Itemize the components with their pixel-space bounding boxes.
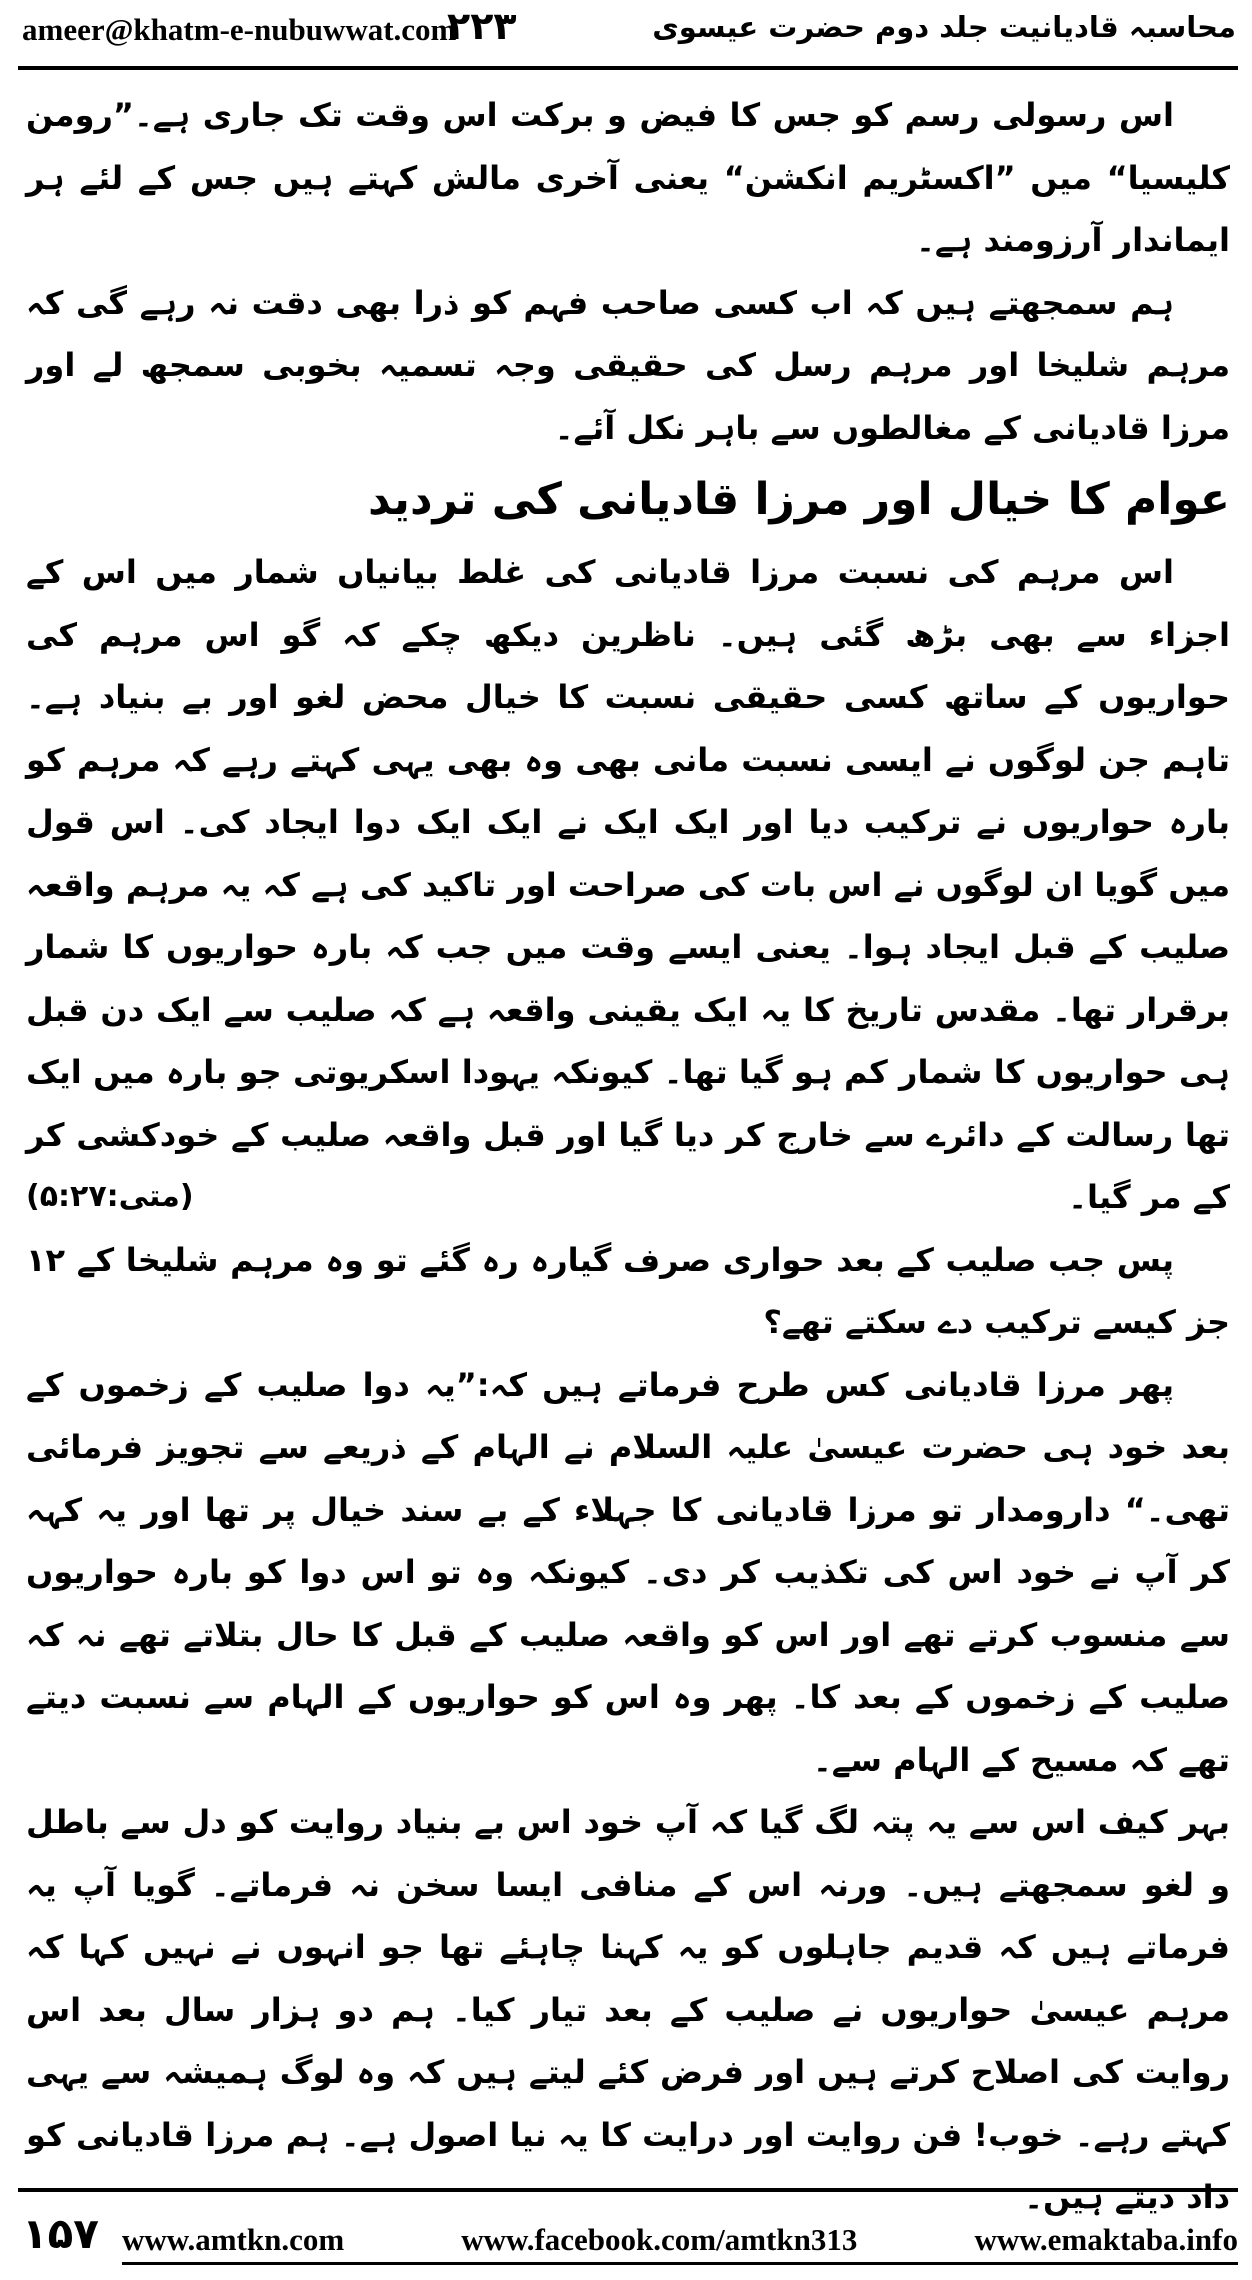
footer-link-emaktaba[interactable]: www.emaktaba.info [974, 2222, 1238, 2257]
paragraph: پس جب صلیب کے بعد حواری صرف گیارہ رہ گئے تو وہ مرہم شلیخا کے ۱۲ جز کیسے ترکیب دے سکتے تھے؟ [26, 1240, 1230, 1341]
page-footer [18, 2188, 1238, 2268]
footer-underline [122, 2262, 1238, 2265]
footer-link-facebook[interactable]: www.facebook.com/amtkn313 [461, 2222, 858, 2257]
header-email: ameer@khatm-e-nubuwwat.com [22, 12, 457, 47]
page-header [22, 4, 1236, 60]
paragraph [26, 541, 1230, 1229]
header-page-number: ۲۲۳ [447, 4, 517, 48]
paragraph: ہم سمجھتے ہیں کہ اب کسی صاحب فہم کو ذرا بھی دقت نہ رہے گی کہ مرہم شلیخا اور مرہم رسل کی حقیقی وجہ تسمیہ بخوبی سمجھ لے اور مرزا قادیانی کے مغالطوں سے باہر نکل آئے۔ [26, 283, 1230, 447]
footer-link-amtkn[interactable]: www.amtkn.com [122, 2222, 345, 2257]
header-title: محاسبہ قادیانیت جلد دوم حضرت عیسوی [652, 10, 1236, 44]
page-body [26, 84, 1230, 2229]
header-divider [18, 66, 1238, 70]
paragraph: پھر مرزا قادیانی کس طرح فرماتے ہیں کہ:”یہ دوا صلیب کے زخموں کے بعد خود ہی حضرت عیسیٰ علیہ السلام نے الہام کے ذریعے سے تجویز فرمائی تھی۔“ دارومدار تو مرزا قادیانی کا جہلاء کے بے سند خیال پر تھا اور یہ کہہ کر آپ نے خود اس کی تکذیب کر دی۔ کیونکہ وہ تو اس دوا کو بارہ حواریوں سے منسوب کرتے تھے اور اس کو واقعہ صلیب کے قبل کا حال بتلاتے تھے نہ کہ صلیب کے زخموں کے بعد کا۔ پھر وہ اس کو حواریوں کے الہام سے نسبت دیتے تھے کہ مسیح کے الہام سے۔ [26, 1365, 1230, 1779]
paragraph: اس رسولی رسم کو جس کا فیض و برکت اس وقت تک جاری ہے۔”رومن کلیسیا“ میں ”اکسٹریم انکشن“ یعنی آخری مالش کہتے ہیں جس کے لئے ہر ایماندار آرزومند ہے۔ [26, 96, 1230, 259]
paragraph-text: اس مرہم کی نسبت مرزا قادیانی کی غلط بیانیاں شمار میں اس کے اجزاء سے بھی بڑھ گئی ہیں۔ ناظرین دیکھ چکے کہ گو اس مرہم کی حواریوں کے ساتھ کسی حقیقی نسبت کا خیال محض لغو اور بے بنیاد ہے۔ تاہم جن لوگوں نے ایسی نسبت مانی بھی وہ بھی یہی کہتے رہے کہ مرہم کو بارہ حواریوں نے ترکیب دیا اور ایک ایک نے ایک ایک دوا ایجاد کی۔ اس قول میں گویا ان لوگوں نے اس بات کی صراحت اور تاکید کی ہے کہ یہ مرہم واقعہ صلیب کے قبل ایجاد ہوا۔ یعنی ایسے وقت میں جب کہ بارہ حواریوں کا شمار برقرار تھا۔ مقدس تاریخ کا یہ ایک یقینی واقعہ ہے کہ صلیب سے ایک دن قبل ہی حواریوں کا شمار کم ہو گیا تھا۔ کیونکہ یہودا اسکریوتی جو بارہ میں ایک تھا رسالت کے دائرے سے خارج کر دیا گیا اور قبل واقعہ صلیب کے خودکشی کر کے مر گیا۔ [26, 553, 1230, 1216]
scripture-reference: (متی:۵:۲۷) [26, 1179, 194, 1214]
section-heading: عوام کا خیال اور مرزا قادیانی کی تردید [368, 474, 1230, 525]
footer-page-number: ۱۵۷ [22, 2209, 99, 2258]
paragraph: بہر کیف اس سے یہ پتہ لگ گیا کہ آپ خود اس بے بنیاد روایت کو دل سے باطل و لغو سمجھتے ہیں۔ ورنہ اس کے منافی ایسا سخن نہ فرماتے۔ گویا آپ یہ فرماتے ہیں کہ قدیم جاہلوں کو یہ کہنا چاہئے تھا جو انہوں نے نہیں کہا کہ مرہم عیسیٰ حواریوں نے صلیب کے بعد تیار کیا۔ ہم دو ہزار سال بعد اس روایت کی اصلاح کرتے ہیں اور فرض کئے لیتے ہیں کہ وہ لوگ ہمیشہ سے یہی کہتے رہے۔ خوب! فن روایت اور درایت کا یہ نیا اصول ہے۔ ہم مرزا قادیانی کو داد دیتے ہیں۔ [26, 1803, 1230, 2216]
footer-links [122, 2222, 1238, 2258]
footer-divider [18, 2188, 1238, 2192]
